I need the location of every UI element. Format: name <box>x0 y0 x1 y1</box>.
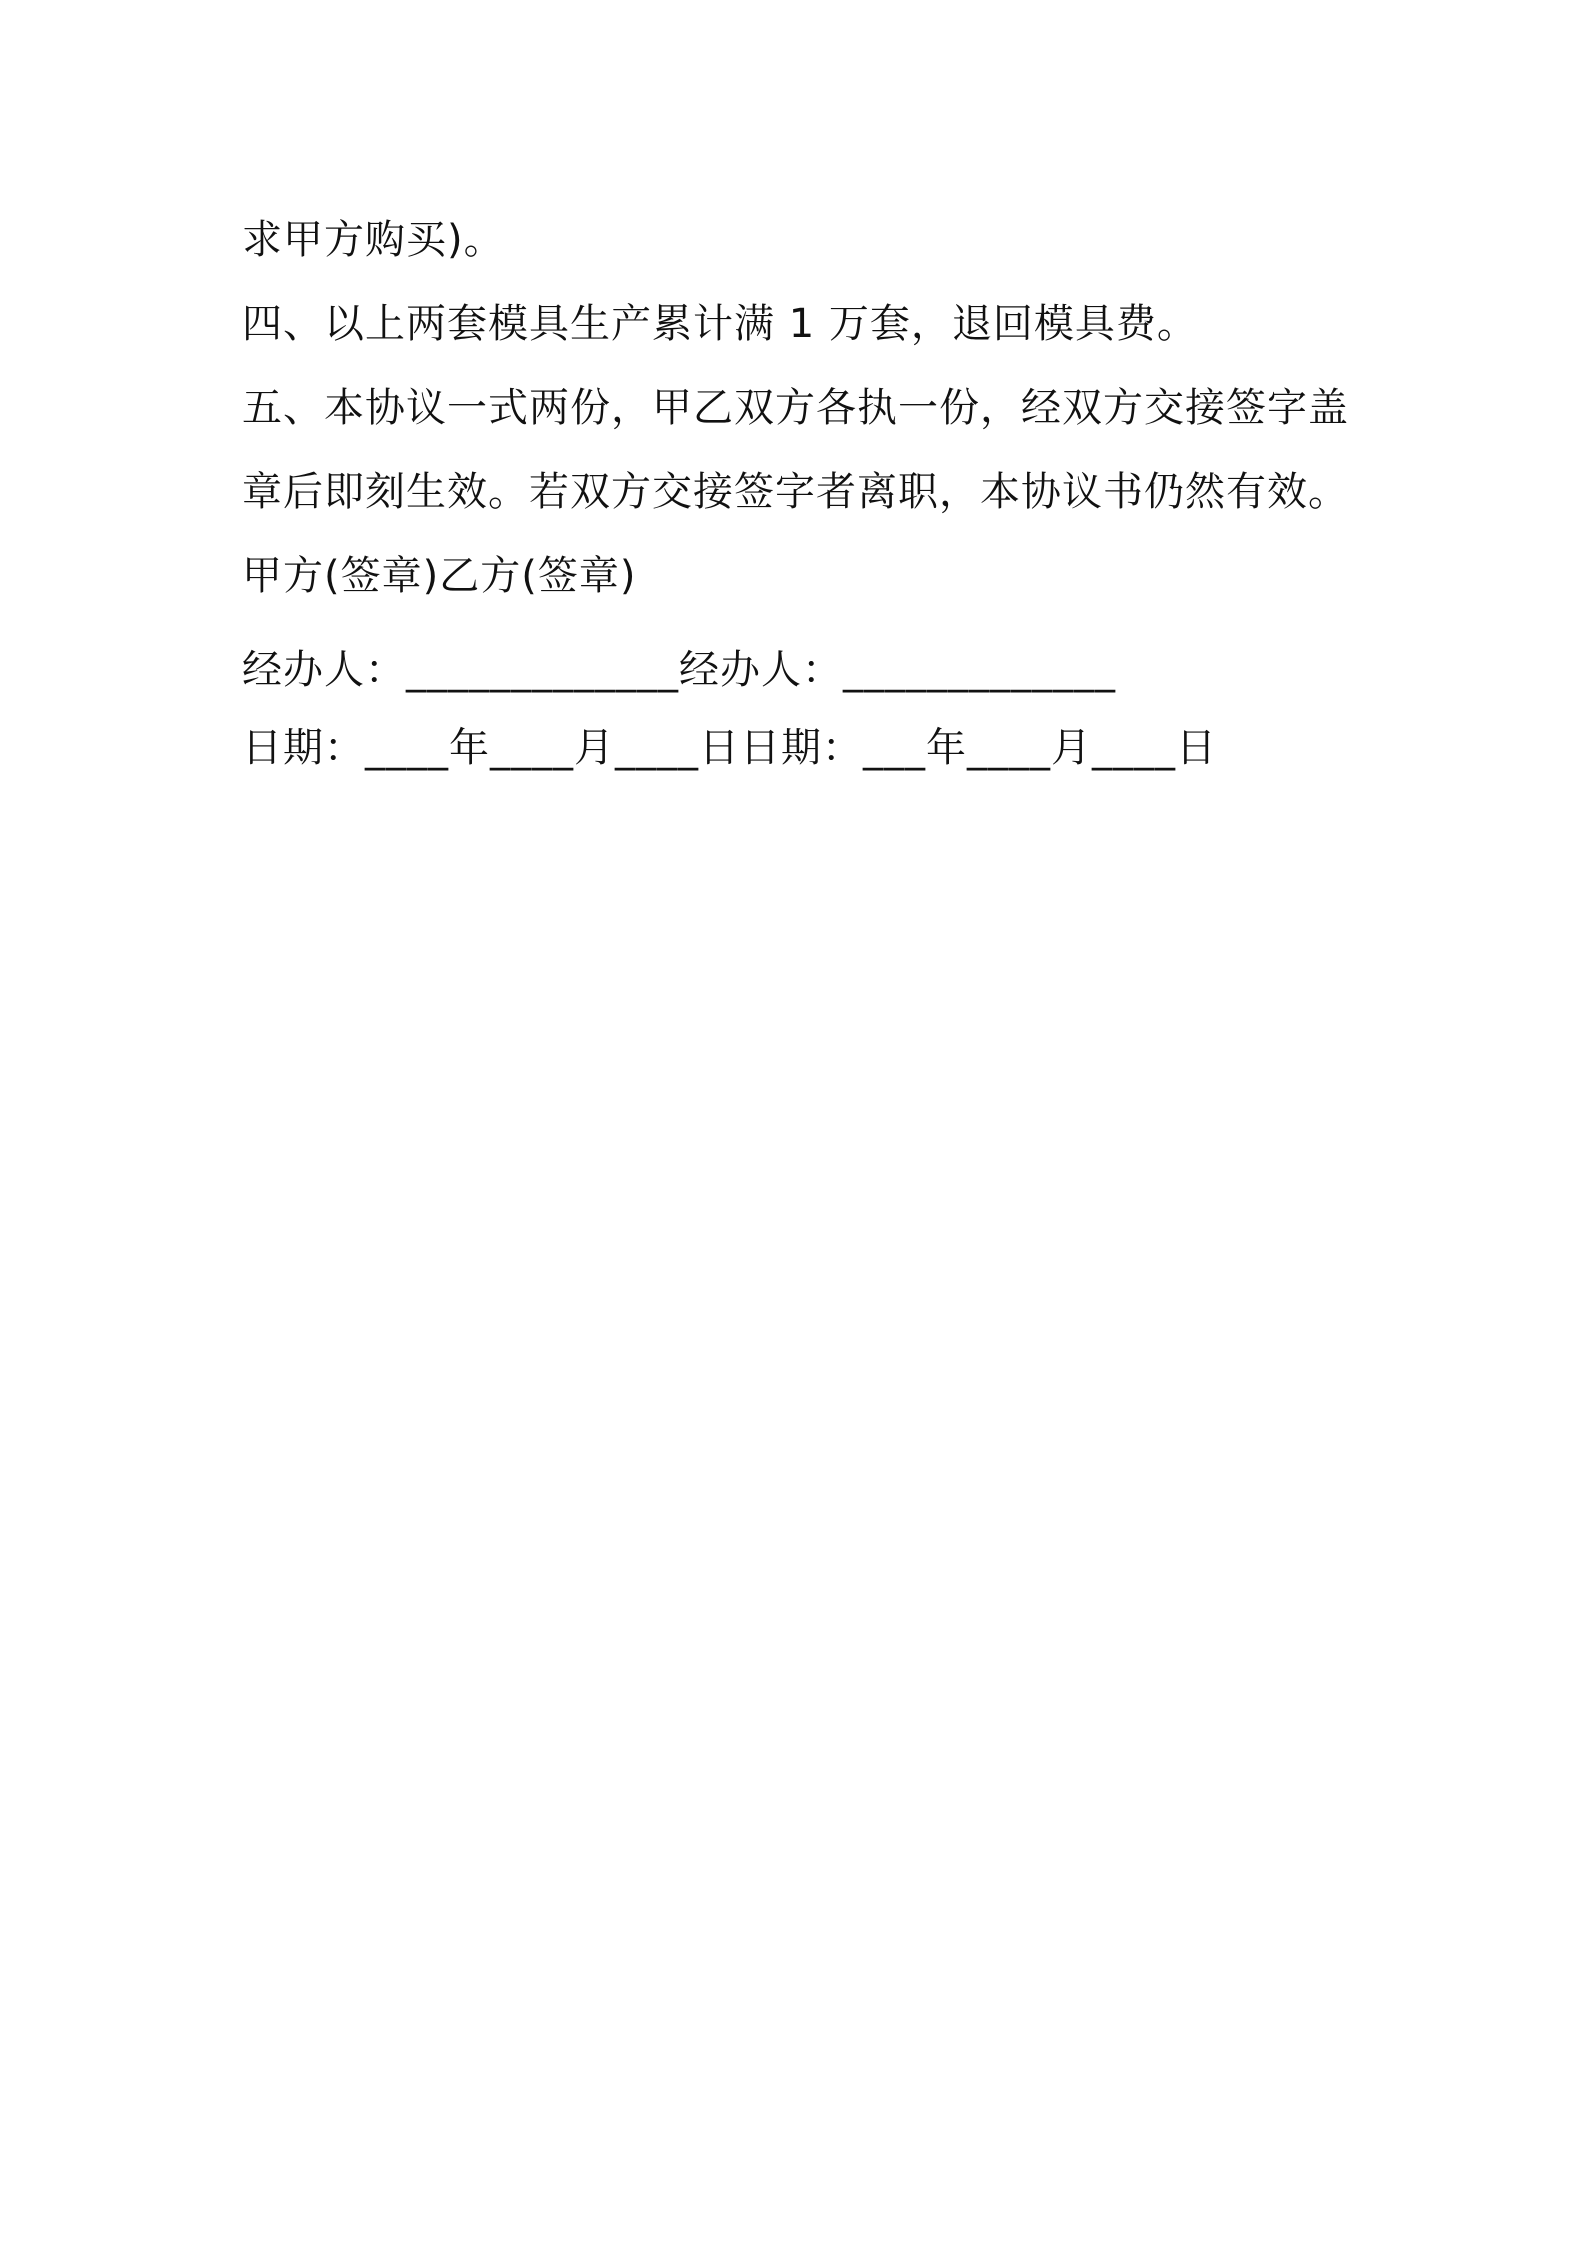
document-body <box>242 198 1352 790</box>
paragraph-clause-4: 四、以上两套模具生产累计满 1 万套，退回模具费。 <box>242 301 1198 347</box>
paragraph-continuation: 求甲方购买)。 <box>242 217 505 263</box>
paragraph-clause-5: 五、本协议一式两份，甲乙双方各执一份，经双方交接签字盖章后即刻生效。若双方交接签字者离职，本协议书仍然有效。 <box>242 385 1349 515</box>
handler-signature-line: 经办人：_____________经办人：_____________ <box>242 647 1116 693</box>
signature-heading: 甲方(签章)乙方(签章) <box>242 553 637 599</box>
date-signature-line: 日期：____年____月____日日期：___年____月____日 <box>242 725 1217 771</box>
